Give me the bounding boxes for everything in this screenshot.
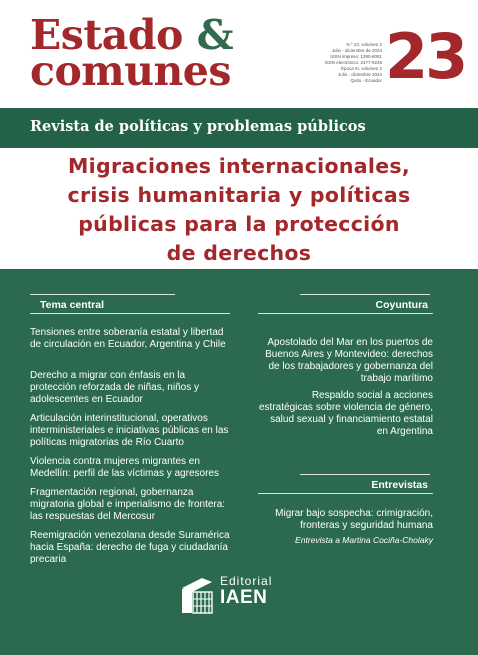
divider [30, 313, 230, 314]
article-title: Violencia contra mujeres migrantes en Medellín: perfil de las víctimas y agresores [30, 456, 219, 479]
headline-line: públicas para la protección [78, 212, 400, 236]
meta-line: ISSN impreso: 1390-8081 [330, 54, 382, 59]
headline-line: Migraciones internacionales, [67, 154, 410, 178]
article-title: Derecho a migrar con énfasis en la protección reforzada de niñas, niños y adolescentes en Ecuador [30, 370, 199, 405]
publisher-logo [180, 574, 300, 614]
article-title: Respaldo social a acciones estratégicas sobre violencia de género, salud sexual y financiamiento estatal en Argentina [259, 390, 433, 437]
issue-theme-title [20, 152, 458, 268]
section-title-tema-central: Tema central [40, 299, 104, 311]
logo-ampersand: & [196, 11, 234, 59]
meta-line: Quito - Ecuador [350, 78, 382, 83]
article-title: Tensiones entre soberanía estatal y libertad de circulación en Ecuador, Argentina y Chile [30, 327, 226, 350]
publisher-building-icon [180, 574, 214, 614]
publisher-name [220, 575, 272, 608]
logo-word-estado: Estado [30, 11, 183, 59]
divider [300, 294, 430, 295]
issue-number: 23 [385, 20, 466, 93]
section-title-entrevistas: Entrevistas [371, 479, 428, 491]
headline-line: crisis humanitaria y políticas [67, 183, 411, 207]
interview-title: Migrar bajo sospecha: crimigración, fronteras y seguridad humana [275, 508, 433, 531]
issue-metadata [320, 42, 382, 84]
article-title: Reemigración venezolana desde Suramérica hacia España: derecho de fuga y ciudadanía precaria [30, 530, 230, 565]
headline-line: de derechos [166, 241, 312, 265]
section-title-coyuntura: Coyuntura [375, 299, 428, 311]
meta-line: Julio - diciembre 2024 [337, 72, 382, 77]
journal-logo [30, 11, 234, 95]
interview-author: Entrevista a Martina Cociña-Cholaky [295, 535, 433, 545]
article-title: Apostolado del Mar en los puertos de Buenos Aires y Montevideo: derechos de los trabajadores y gobernanza del trabajo marítimo [265, 337, 433, 384]
article-title: Articulación interinstitucional, operativos interministeriales e iniciativas públicas en las políticas migratorias de Río Cuarto [30, 413, 229, 448]
publisher-line2: IAEN [220, 587, 268, 608]
article-title: Fragmentación regional, gobernanza migratoria global e imperialismo de frontera: las respuestas del Mercosur [30, 487, 226, 522]
meta-line: Época III, volumen 2 [340, 66, 382, 71]
divider [258, 313, 433, 314]
journal-subtitle: Revista de políticas y problemas públicos [30, 118, 366, 135]
divider [300, 474, 430, 475]
divider [30, 294, 175, 295]
logo-word-comunes: comunes [30, 47, 231, 95]
meta-line: N.º 23, volumen 2 [346, 42, 382, 47]
meta-line: ISSN electrónico: 2477-9245 [324, 60, 382, 65]
publisher-line1: Editorial [220, 574, 273, 588]
meta-line: Julio - diciembre de 2024 [331, 48, 382, 53]
divider [258, 493, 433, 494]
